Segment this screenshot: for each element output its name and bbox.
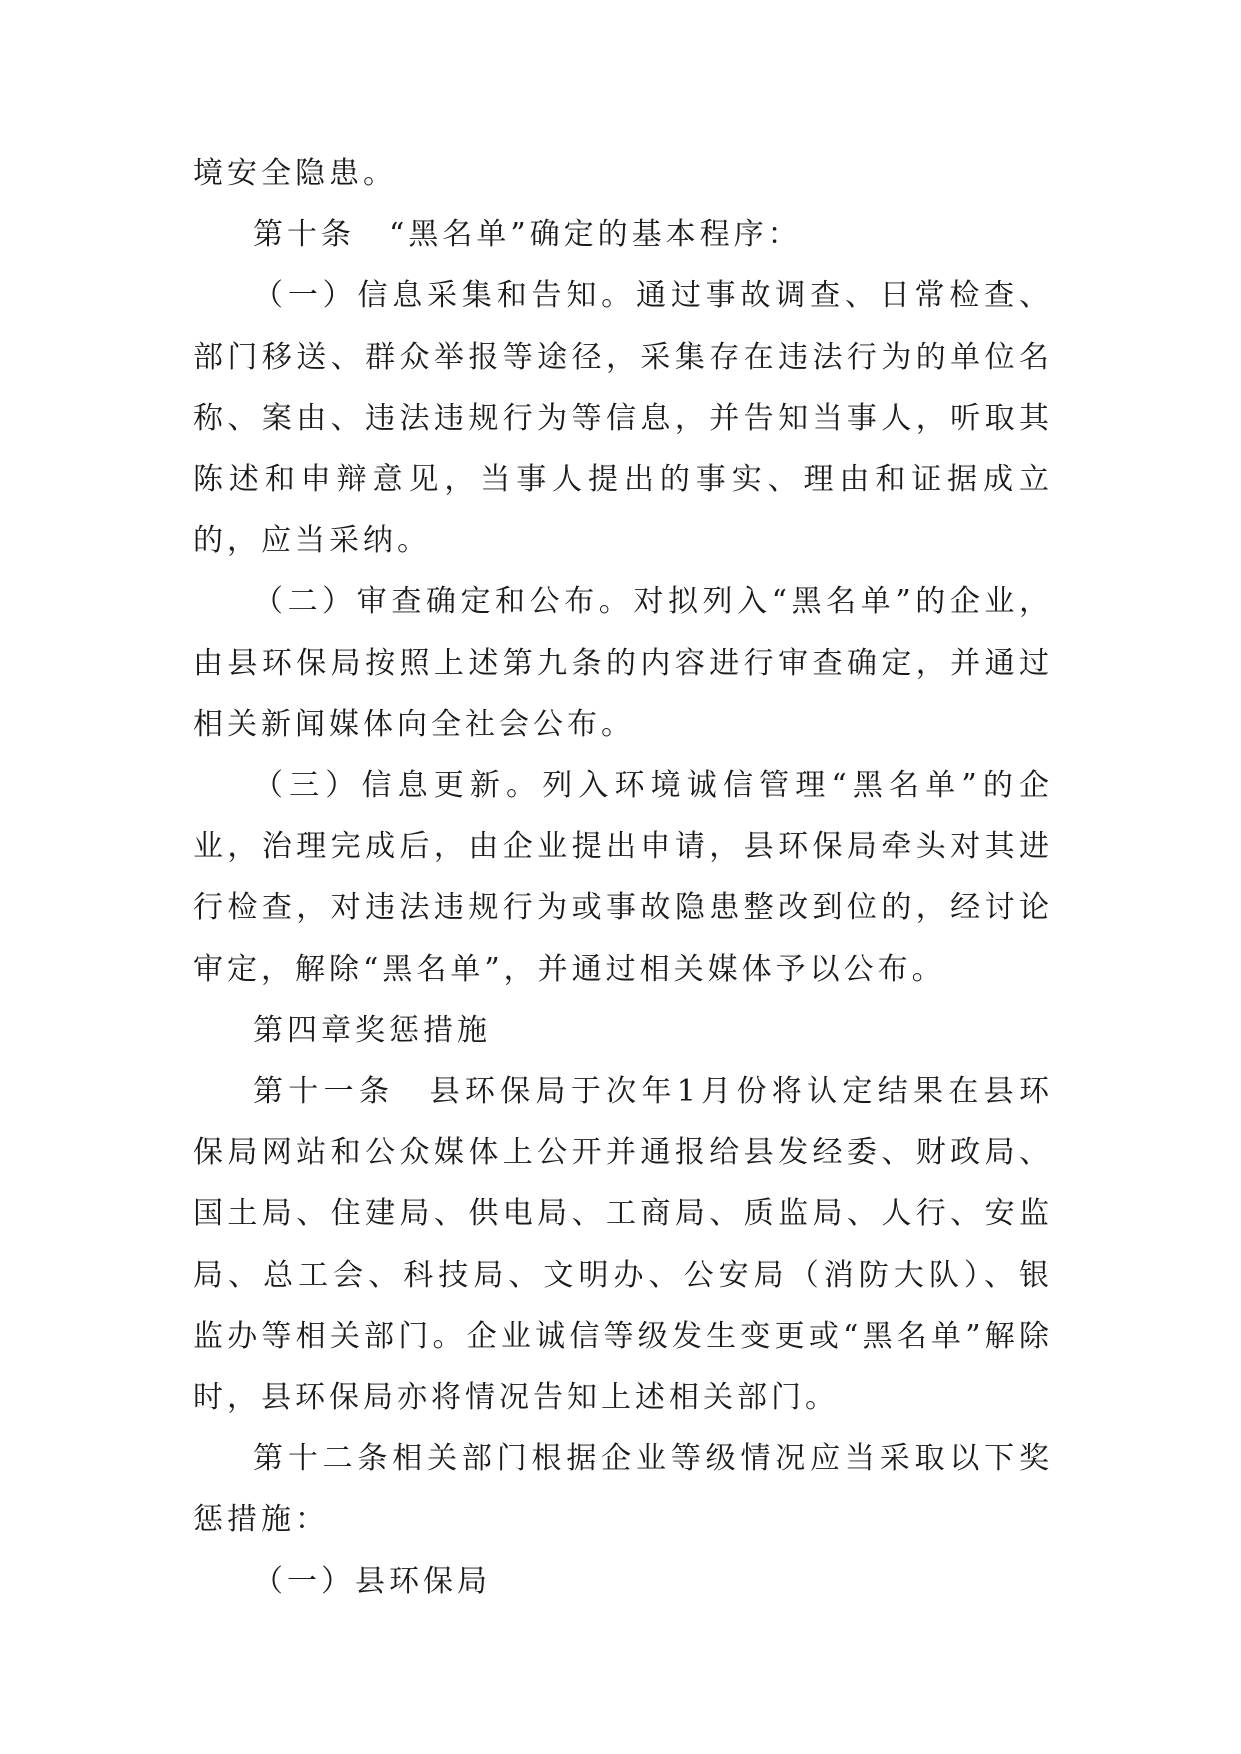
chapter-4-heading: 第四章奖惩措施 [253, 1012, 491, 1048]
article-10-item-2: （二）审查确定和公布。对拟列入“黑名单”的企业，由县环保局按照上述第九条的内容进行审查确定，并通过相关新闻媒体向全社会公布。 [193, 584, 1053, 742]
article-12-item-1: （一）县环保局 [253, 1563, 491, 1599]
article-12: 第十二条相关部门根据企业等级情况应当采取以下奖惩措施： [193, 1441, 1053, 1538]
paragraph-continuation: 境安全隐患。 [193, 156, 397, 191]
article-10-item-3: （三）信息更新。列入环境诚信管理“黑名单”的企业，治理完成后，由企业提出申请，县环保局牵头对其进行检查，对违法违规行为或事故隐患整改到位的，经讨论审定，解除“黑名单”，并通过相关媒体予以公布。 [193, 768, 1053, 987]
article-10-heading: 第十条 “黑名单”确定的基本程序： [253, 217, 802, 253]
document-page [193, 143, 1053, 1612]
article-10-item-1: （一）信息采集和告知。通过事故调查、日常检查、部门移送、群众举报等途径，采集存在违法行为的单位名称、案由、违法违规行为等信息，并告知当事人，听取其陈述和申辩意见，当事人提出的事实、理由和证据成立的，应当采纳。 [193, 278, 1053, 559]
article-11: 第十一条 县环保局于次年1月份将认定结果在县环保局网站和公众媒体上公开并通报给县发经委、财政局、国土局、住建局、供电局、工商局、质监局、人行、安监局、总工会、科技局、文明办、公安局（消防大队）、银监办等相关部门。企业诚信等级发生变更或“黑名单”解除时，县环保局亦将情况告知上述相关部门。 [193, 1074, 1053, 1416]
